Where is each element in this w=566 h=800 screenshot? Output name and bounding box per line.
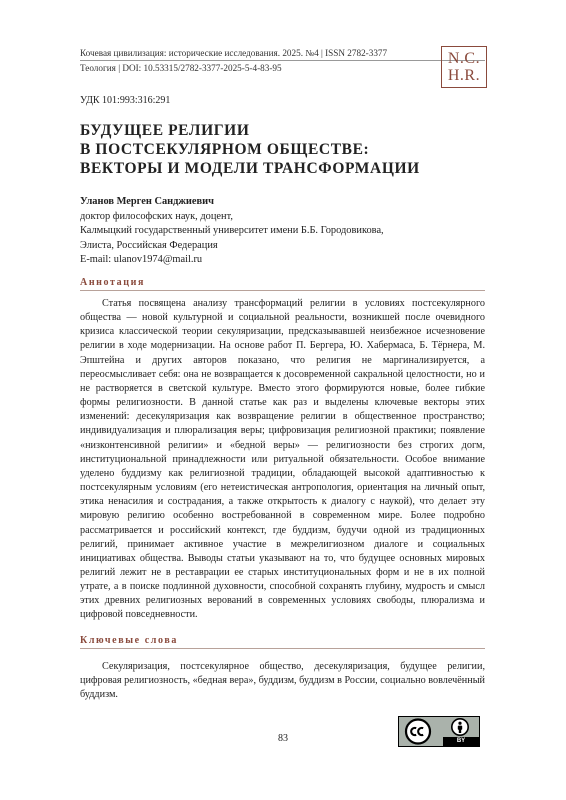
logo-bottom: H.R.: [447, 67, 481, 84]
author-name: Уланов Мерген Санджиевич: [80, 196, 214, 207]
logo-top: N.C.: [447, 50, 481, 67]
license-by-label: BY: [443, 737, 479, 746]
author-degree: доктор философских наук, доцент,: [80, 210, 233, 222]
attribution-person-icon: [452, 719, 468, 735]
author-block: [80, 195, 490, 268]
page-number: 83: [278, 733, 288, 744]
cc-by-license-badge[interactable]: [398, 716, 480, 747]
keywords-heading: Ключевые слова: [80, 635, 485, 649]
author-location: Элиста, Российская Федерация: [80, 239, 218, 251]
author-email[interactable]: E-mail: ulanov1974@mail.ru: [80, 254, 203, 265]
udk-code: УДК 101:993:316:291: [80, 95, 171, 106]
title-line-3: ВЕКТОРЫ И МОДЕЛИ ТРАНСФОРМАЦИИ: [80, 160, 420, 177]
title-line-2: В ПОСТСЕКУЛЯРНОМ ОБЩЕСТВЕ:: [80, 141, 370, 158]
journal-logo: [441, 46, 487, 88]
section-doi-line: Теология | DOI: 10.53315/2782-3377-2025-5-4-83-95: [80, 63, 282, 73]
creative-commons-icon: [406, 720, 430, 744]
author-affiliation: Калмыцкий государственный университет имени Б.Б. Городовикова,: [80, 225, 384, 236]
abstract-heading: Аннотация: [80, 277, 485, 291]
journal-line: Кочевая цивилизация: исторические исследования. 2025. №4 | ISSN 2782-3377: [80, 46, 485, 61]
title-line-1: БУДУЩЕЕ РЕЛИГИИ: [80, 122, 250, 139]
running-header: [80, 46, 485, 75]
keywords-text: Секуляризация, постсекулярное общество, десекуляризация, будущее религии, цифровая религиозность, «бедная вера», буддизм, буддизм в России, социально вовлечённый буддизм.: [80, 661, 485, 701]
abstract-text: Статья посвящена анализу трансформаций религии в условиях постсекулярного общества — новой культурной и социальной реальности, возникшей после очевидного кризиса классической теории секуляризации, предсказывавшей неизбежное исчезновение религии в ходе модернизации. На основе работ П. Бергера, Ю. Хабермаса, Б. Тёрнера, М. Эпштейна и других авторов показано, что религия не маргинализируется, а переосмысливает себя: она не возвращается к досовременной сакральной целостности, но и не растворяется в светской культуре. Вместо этого формируются новые, более гибкие формы религиозности. В данной статье как раз и выделены ключевые векторы этих изменений: десекуляризация как возвращение религии в общественное пространство; индивидуализация и плюрализация веры; цифровизация религиозной практики; появление «низконтенсивной религии» и «бедной веры» — религиозности без строгих догм, институциональной принадлежности или ритуальной обязательности. Особое внимание уделено буддизму как религиозной традиции, обладающей высокой адаптивностью к постсекулярным условиям (его нетеистическая антропология, ориентация на личный опыт, этика ненасилия и сострадания, а также открытость к диалогу с наукой), что делает эту мировую религию особенно востребованной в современном мире. Более подробно рассматривается и российский контекст, где буддизм, будучи одной из традиционных религий, принимает активное участие в межрелигиозном диалоге и социальных инициативах общества. Выводы статьи указывают на то, что будущее основных мировых религий лежит не в реставрации ее старых институциональных форм и не в их полной утрате, а в поиске подлинной духовности, способной сохранять глубину, мудрость и смысл этих древних религиозных верований в современных условиях свободы, плюрализма и цифровой повседневности.: [80, 298, 485, 621]
article-title: [80, 121, 500, 178]
